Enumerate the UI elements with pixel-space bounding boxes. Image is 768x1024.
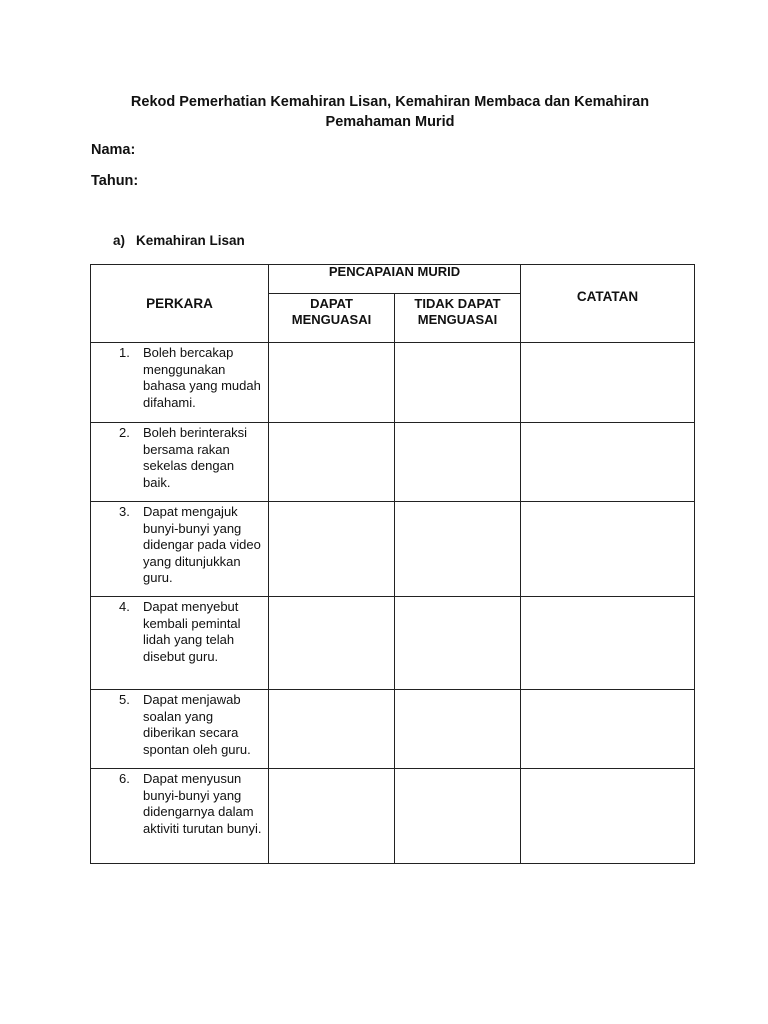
item-text: Dapat menjawab soalan yang diberikan secara spontan oleh guru. [143,692,251,757]
dapat-cell[interactable] [269,502,395,597]
header-perkara: PERKARA [91,265,269,343]
header-pencapaian-murid: PENCAPAIAN MURID [269,265,521,294]
dapat-cell[interactable] [269,690,395,769]
catatan-cell[interactable] [521,423,695,502]
tidak-dapat-cell[interactable] [395,597,521,690]
dapat-cell[interactable] [269,343,395,423]
catatan-cell[interactable] [521,502,695,597]
section-label: Kemahiran Lisan [136,233,245,248]
section-heading [113,233,245,248]
item-number: 1. [119,345,130,360]
dapat-cell[interactable] [269,769,395,864]
tidak-dapat-cell[interactable] [395,423,521,502]
tidak-dapat-cell[interactable] [395,690,521,769]
table-row [91,769,695,864]
observation-table [90,264,695,864]
table-row [91,690,695,769]
header-tidak-dapat-menguasai: TIDAK DAPAT MENGUASAI [395,294,521,343]
item-number: 2. [119,425,130,440]
header-catatan: CATATAN [521,265,695,343]
catatan-cell[interactable] [521,769,695,864]
item-number: 3. [119,504,130,519]
section-marker: a) [113,233,126,248]
table-row [91,423,695,502]
nama-label: Nama: [91,142,136,158]
title-line-2: Pemahaman Murid [325,114,455,130]
table-row [91,597,695,690]
document-title [90,92,690,132]
item-text: Dapat menyebut kembali pemintal lidah yang telah disebut guru. [143,599,241,664]
tahun-label: Tahun: [91,173,139,189]
catatan-cell[interactable] [521,690,695,769]
dapat-cell[interactable] [269,597,395,690]
item-text: Boleh berinteraksi bersama rakan sekelas dengan baik. [143,425,248,490]
catatan-cell[interactable] [521,343,695,423]
tidak-dapat-cell[interactable] [395,769,521,864]
tidak-dapat-cell[interactable] [395,502,521,597]
table-row [91,502,695,597]
item-number: 5. [119,692,130,707]
title-line-1: Rekod Pemerhatian Kemahiran Lisan, Kemahiran Membaca dan Kemahiran [130,94,650,110]
dapat-cell[interactable] [269,423,395,502]
item-text: Dapat mengajuk bunyi-bunyi yang didengar pada video yang ditunjukkan guru. [143,504,261,585]
item-text: Boleh bercakap menggunakan bahasa yang mudah difahami. [143,345,261,410]
tidak-dapat-cell[interactable] [395,343,521,423]
header-dapat-menguasai: DAPAT MENGUASAI [269,294,395,343]
catatan-cell[interactable] [521,597,695,690]
item-number: 6. [119,771,130,786]
table-row [91,343,695,423]
item-text: Dapat menyusun bunyi-bunyi yang didengarnya dalam aktiviti turutan bunyi. [143,771,262,836]
item-number: 4. [119,599,130,614]
